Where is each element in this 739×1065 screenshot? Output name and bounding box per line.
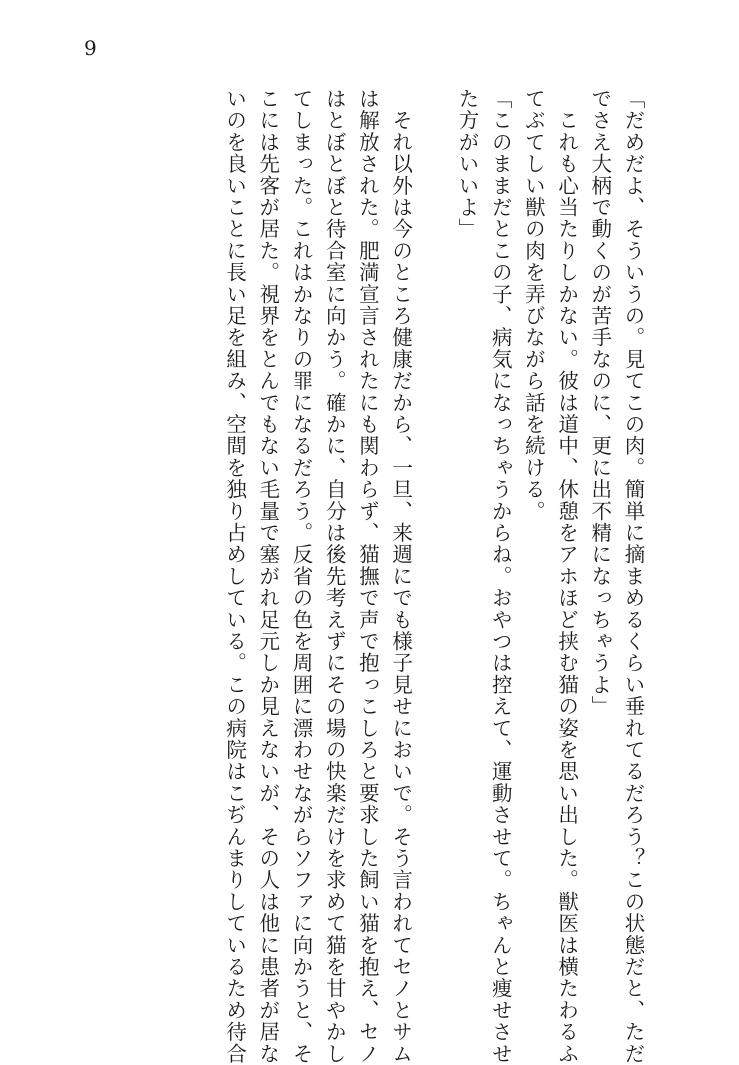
novel-text-block bbox=[49, 88, 649, 1065]
page-number: 9 bbox=[84, 36, 97, 60]
text-line: 「だめだよ、そういうの。見てこの肉。簡単に摘まめるくらい垂れてるだろう？この状態だと、ただ bbox=[621, 88, 645, 1065]
text-line: こには先客が居た。視界をとんでもない毛量で塞がれ足元しか見えないが、その人は他に患者が居な bbox=[255, 88, 280, 1065]
text-line: 「このままだとこの子、病気になっちゃうからね。おやつは控えて、運動させて。ちゃんと痩せさせ bbox=[488, 88, 513, 1065]
text-line: これも心当たりしかない。彼は道中、休憩をアホほど挟む猫の姿を思い出した。獣医は横たわるふ bbox=[554, 88, 579, 1065]
text-line: でさえ大柄で動くのが苦手なのに、更に出不精になっちゃうよ」 bbox=[587, 88, 612, 718]
text-line: は解放された。肥満宣言されたにも関わらず、猫撫で声で抱っこしろと要求した飼い猫を抱え、セノ bbox=[355, 88, 380, 1065]
text-line: てぶてしい獣の肉を弄びながら話を続ける。 bbox=[521, 88, 546, 522]
text-line: それ以外は今のところ健康だから、一旦、来週にでも様子見せにおいで。そう言われてセノとサム bbox=[388, 88, 413, 1065]
blank-line bbox=[417, 88, 450, 968]
text-line: てしまった。これはかなりの罪になるだろう。反省の色を周囲に漂わせながらソファに向かうと、そ bbox=[288, 88, 313, 1065]
text-line: いのを良いことに長い足を組み、空間を独り占めしている。この病院はこぢんまりしているため待合 bbox=[222, 88, 247, 1065]
text-line: はとぼとぼと待合室に向かう。確かに、自分は後先考えずにその場の快楽だけを求めて猫を甘やかし bbox=[322, 88, 347, 1065]
text-line: た方がいいよ」 bbox=[454, 88, 479, 240]
